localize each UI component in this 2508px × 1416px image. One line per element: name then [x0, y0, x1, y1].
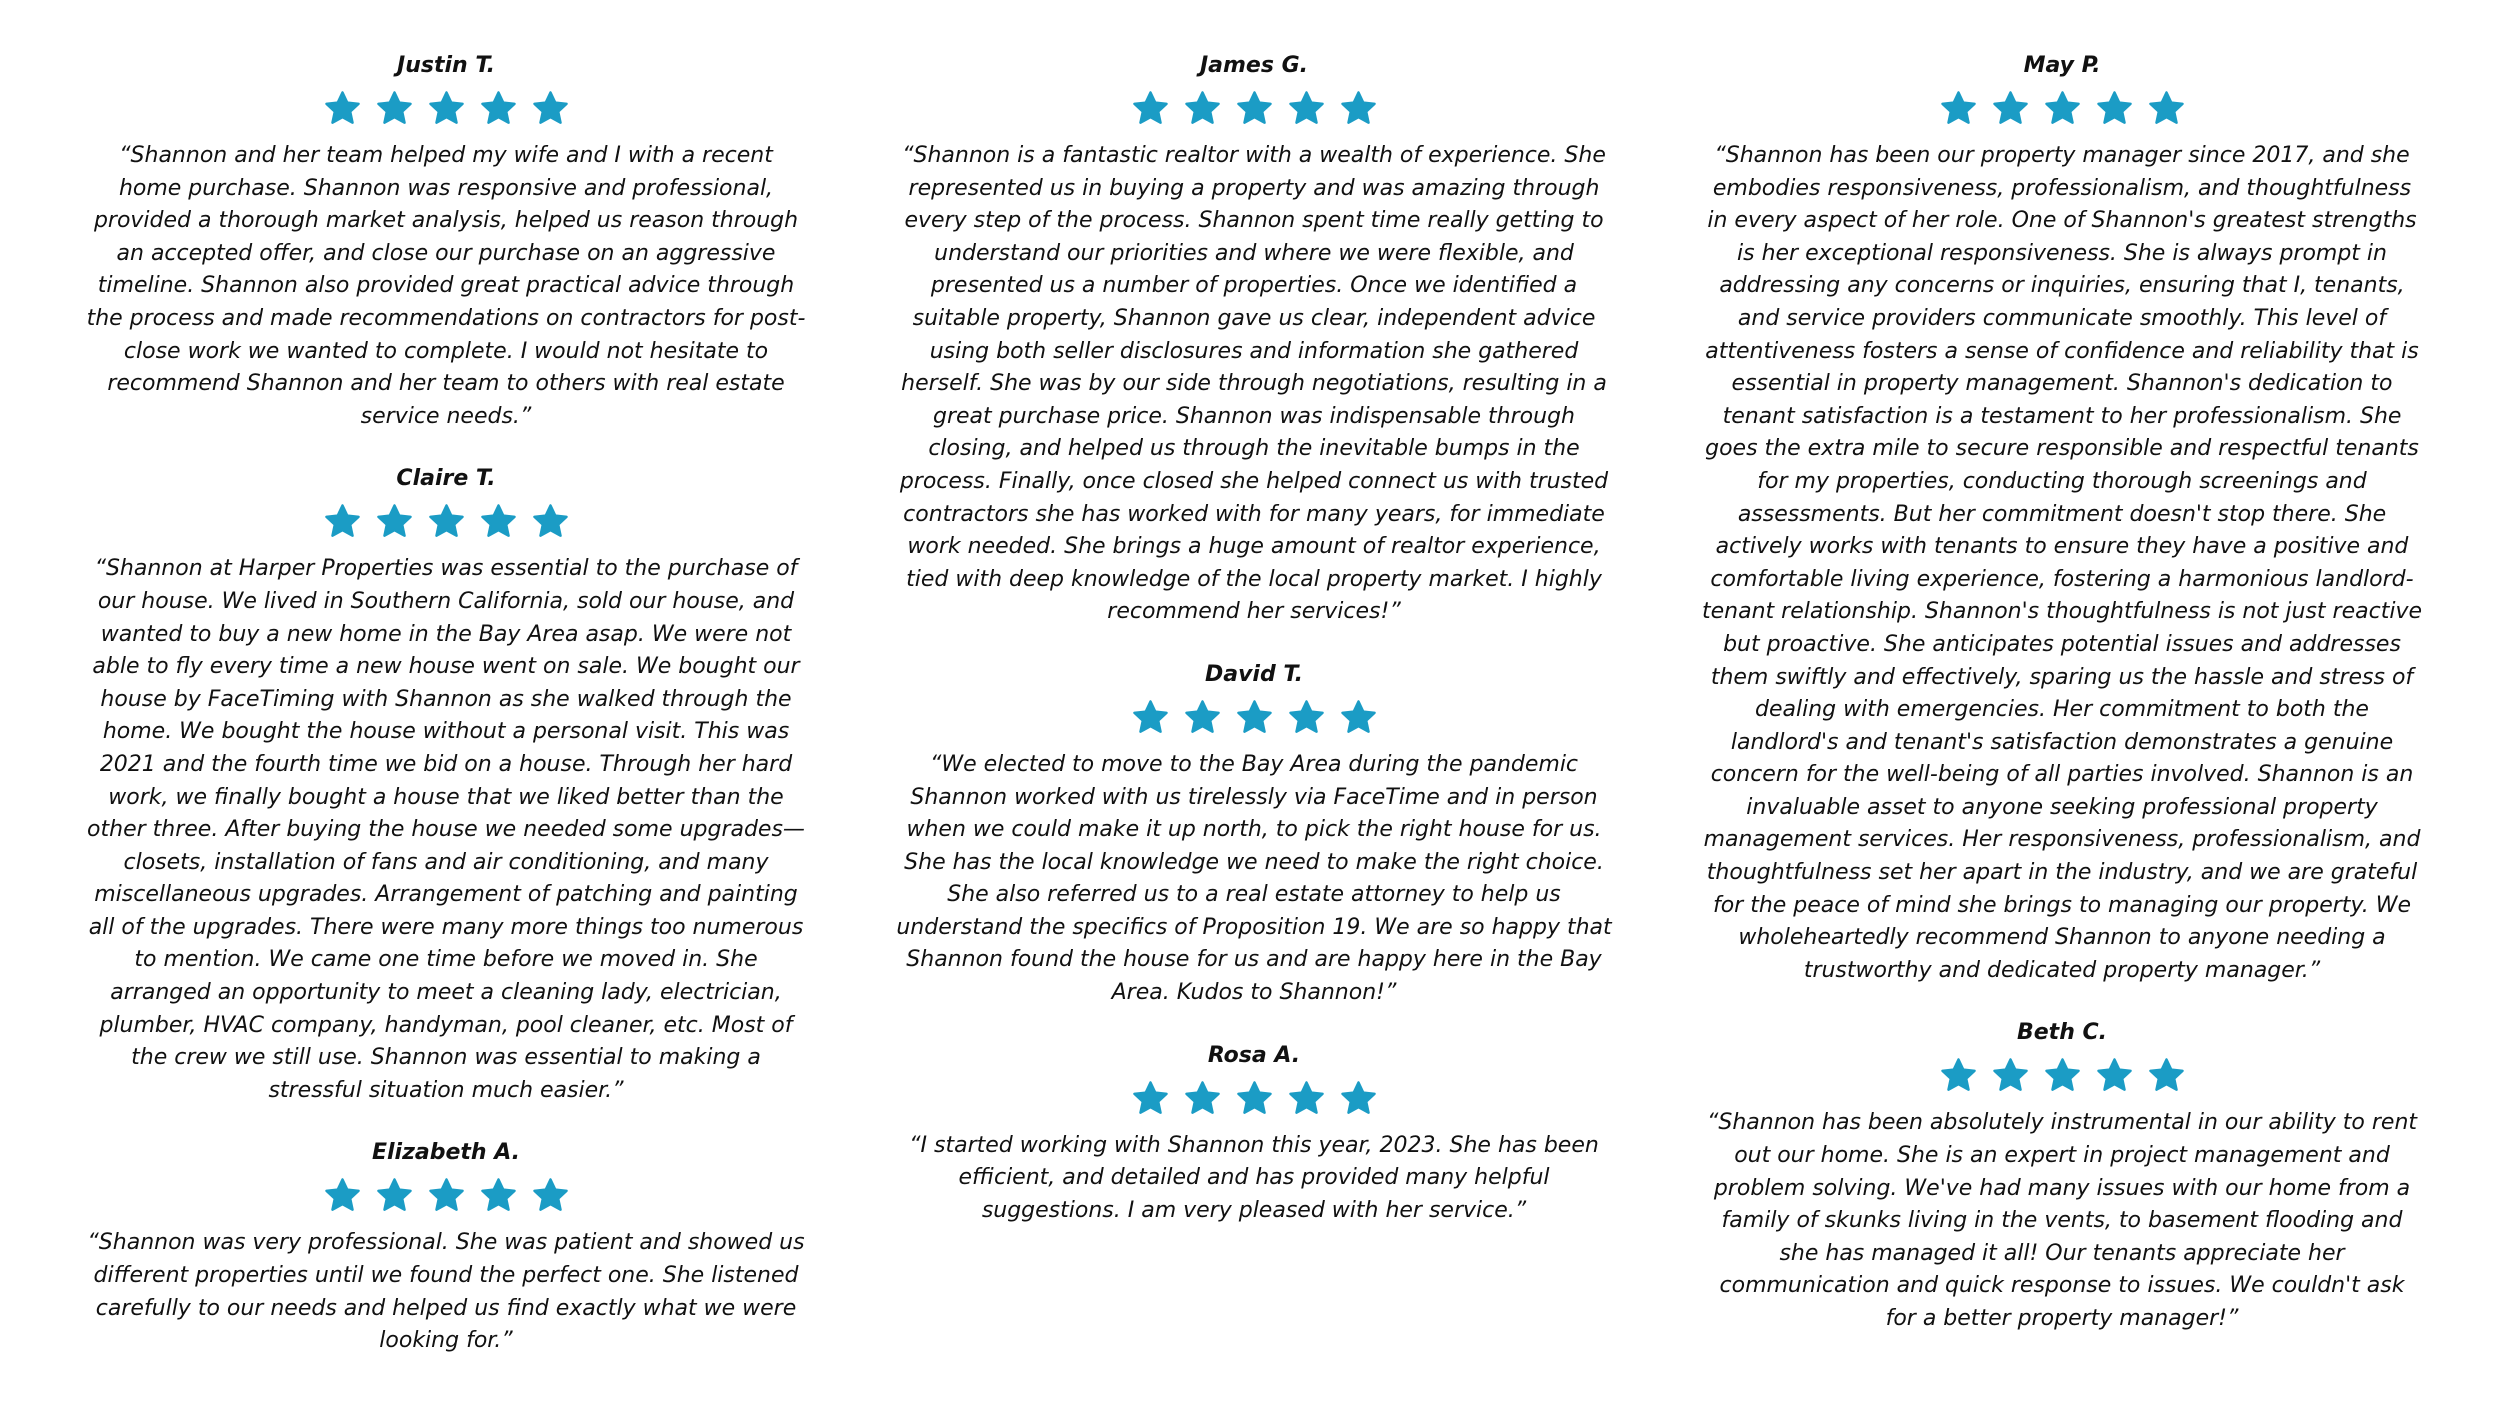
star-icon	[1184, 90, 1221, 127]
star-icon	[1288, 1080, 1325, 1117]
review-column-1	[86, 50, 806, 1358]
star-icon	[428, 503, 465, 540]
review-text: “We elected to move to the Bay Area during the pandemic Shannon worked with us tirelessly via FaceTime and in person when we could make it up north, to pick the right house for us. She has the local knowledge we need to make the right choice. She also referred us to a real estate attorney to help us understand the specifics of Proposition 19. We are so happy that Shannon found the house for us and are happy here in the Bay Area. Kudos to Shannon!”	[896, 751, 1612, 1006]
star-rating	[894, 90, 1614, 128]
star-icon	[1288, 90, 1325, 127]
star-icon	[1992, 1057, 2029, 1094]
star-icon	[428, 1177, 465, 1214]
star-icon	[376, 1177, 413, 1214]
review-text: “Shannon and her team helped my wife and I with a recent home purchase. Shannon was responsive and professional, provided a thorough market analysis, helped us reason through an accepted offer, and close our purchase on an aggressive timeline. Shannon also provided great practical advice through the process and made recommendations on contractors for post-close work we wanted to complete. I would not hesitate to recommend Shannon and her team to others with real estate service needs.”	[86, 143, 806, 429]
star-icon	[324, 503, 361, 540]
review-column-3	[1702, 50, 2422, 1336]
star-icon	[428, 90, 465, 127]
reviewer-name: Elizabeth A.	[371, 1140, 521, 1166]
reviewer-name: David T.	[1204, 661, 1304, 687]
star-rating	[1702, 1057, 2422, 1095]
star-icon	[2044, 90, 2081, 127]
review-text: “Shannon has been our property manager since 2017, and she embodies responsiveness, professionalism, and thoughtfulness in every aspect of her role. One of Shannon's greatest strengths is her exceptional responsiveness. She is always prompt in addressing any concerns or inquiries, ensuring that I, tenants, and service providers communicate smoothly. This level of attentiveness fosters a sense of confidence and reliability that is essential in property management. Shannon's dedication to tenant satisfaction is a testament to her professionalism. She goes the extra mile to secure responsible and respectful tenants for my properties, conducting thorough screenings and assessments. But her commitment doesn't stop there. She actively works with tenants to ensure they have a positive and comfortable living experience, fostering a harmonious landlord-tenant relationship. Shannon's thoughtfulness is not just reactive but proactive. She anticipates potential issues and addresses them swiftly and effectively, sparing us the hassle and stress of dealing with emergencies. Her commitment to both the landlord's and tenant's satisfaction demonstrates a genuine concern for the well-being of all parties involved. Shannon is an invaluable asset to anyone seeking professional property management services. Her responsiveness, professionalism, and thoughtfulness set her apart in the industry, and we are grateful for the peace of mind she brings to managing our property. We wholeheartedly recommend Shannon to anyone needing a trustworthy and dedicated property manager.”	[1702, 143, 2422, 983]
review-card	[86, 50, 806, 433]
star-icon	[1132, 699, 1169, 736]
star-icon	[1940, 1057, 1977, 1094]
star-icon	[480, 90, 517, 127]
star-icon	[1288, 699, 1325, 736]
star-icon	[2096, 90, 2133, 127]
star-rating	[86, 90, 806, 128]
star-icon	[480, 503, 517, 540]
star-rating	[894, 1080, 1614, 1118]
reviewer-name: Rosa A.	[1207, 1042, 1301, 1068]
review-card	[894, 50, 1614, 629]
review-column-2	[894, 50, 1614, 1227]
star-rating	[86, 1177, 806, 1215]
star-rating	[86, 503, 806, 541]
star-icon	[1184, 1080, 1221, 1117]
star-icon	[532, 90, 569, 127]
review-card	[86, 463, 806, 1107]
reviewer-name: Claire T.	[396, 466, 496, 492]
star-icon	[1132, 1080, 1169, 1117]
star-icon	[1236, 1080, 1273, 1117]
reviewer-name: Beth C.	[2016, 1020, 2108, 1046]
star-icon	[2148, 90, 2185, 127]
reviewer-name: James G.	[1199, 53, 1309, 78]
star-icon	[480, 1177, 517, 1214]
reviewer-name: Justin T.	[397, 53, 495, 78]
star-icon	[1132, 90, 1169, 127]
star-icon	[376, 503, 413, 540]
star-icon	[1236, 90, 1273, 127]
star-icon	[324, 1177, 361, 1214]
review-card	[894, 659, 1614, 1010]
star-icon	[1992, 90, 2029, 127]
star-icon	[1236, 699, 1273, 736]
star-icon	[2044, 1057, 2081, 1094]
star-icon	[324, 90, 361, 127]
star-icon	[532, 503, 569, 540]
star-rating	[894, 699, 1614, 737]
star-icon	[1184, 699, 1221, 736]
star-icon	[2096, 1057, 2133, 1094]
star-icon	[2148, 1057, 2185, 1094]
review-text: “Shannon has been absolutely instrumental in our ability to rent out our home. She is an expert in project management and problem solving. We've had many issues with our home from a family of skunks living in the vents, to basement flooding and she has managed it all! Our tenants appreciate her communication and quick response to issues. We couldn't ask for a better property manager!”	[1706, 1110, 2418, 1331]
review-text: “Shannon was very professional. She was patient and showed us different properties until we found the perfect one. She listened carefully to our needs and helped us find exactly what we were looking for.”	[87, 1230, 805, 1354]
star-icon	[1340, 699, 1377, 736]
review-card	[1702, 50, 2422, 987]
star-rating	[1702, 90, 2422, 128]
star-icon	[532, 1177, 569, 1214]
reviewer-name: May P.	[2023, 53, 2101, 78]
review-text: “I started working with Shannon this year, 2023. She has been efficient, and detailed and has provided many helpful suggestions. I am very pleased with her service.”	[909, 1132, 1599, 1223]
review-card	[86, 1137, 806, 1357]
review-card	[894, 1040, 1614, 1228]
star-icon	[1340, 90, 1377, 127]
star-icon	[376, 90, 413, 127]
review-card	[1702, 1017, 2422, 1335]
review-text: “Shannon at Harper Properties was essential to the purchase of our house. We lived in Southern California, sold our house, and wanted to buy a new home in the Bay Area asap. We were not able to fly every time a new house went on sale. We bought our house by FaceTiming with Shannon as she walked through the home. We bought the house without a personal visit. This was 2021 and the fourth time we bid on a house. Through her hard work, we finally bought a house that we liked better than the other three. After buying the house we needed some upgrades—closets, installation of fans and air conditioning, and many miscellaneous upgrades. Arrangement of patching and painting all of the upgrades. There were many more things too numerous to mention. We came one time before we moved in. She arranged an opportunity to meet a cleaning lady, electrician, plumber, HVAC company, handyman, pool cleaner, etc. Most of the crew we still use. Shannon was essential to making a stressful situation much easier.”	[87, 556, 805, 1103]
star-icon	[1940, 90, 1977, 127]
review-text: “Shannon is a fantastic realtor with a wealth of experience. She represented us in buying a property and was amazing through every step of the process. Shannon spent time really getting to understand our priorities and where we were flexible, and presented us a number of properties. Once we identified a suitable property, Shannon gave us clear, independent advice using both seller disclosures and information she gathered herself. She was by our side through negotiations, resulting in a great purchase price. Shannon was indispensable through closing, and helped us through the inevitable bumps in the process. Finally, once closed she helped connect us with trusted contractors she has worked with for many years, for immediate work needed. She brings a huge amount of realtor experience, tied with deep knowledge of the local property market. I highly recommend her services!”	[899, 143, 1609, 625]
star-icon	[1340, 1080, 1377, 1117]
